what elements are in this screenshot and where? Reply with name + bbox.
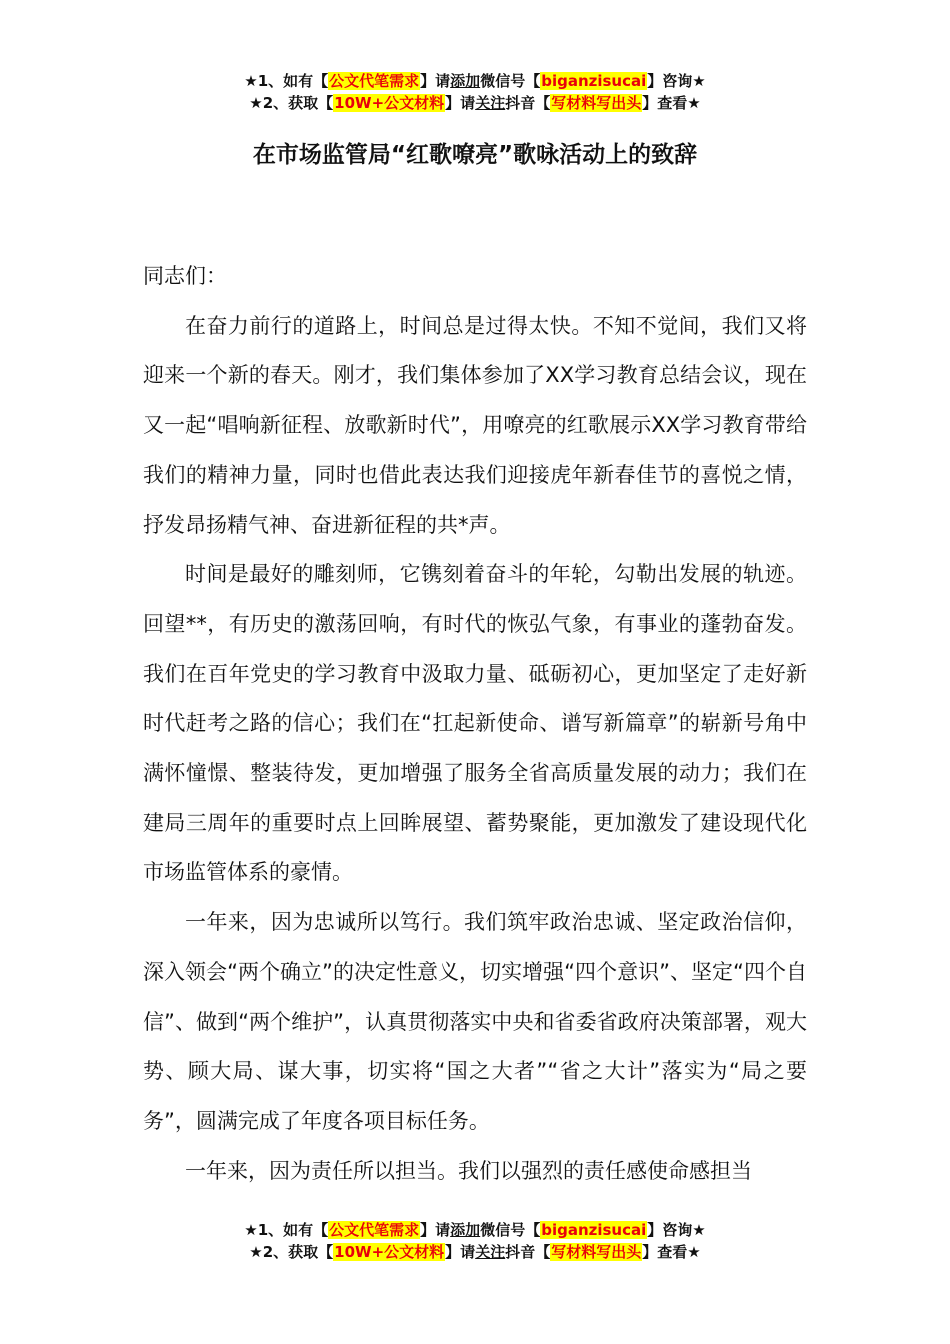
paragraph: 一年来，因为责任所以担当。我们以强烈的责任感使命感担当	[185, 1158, 752, 1183]
notice-line-1	[0, 70, 950, 92]
star-icon: ★	[249, 1243, 263, 1261]
notice-text: 微信号【	[480, 1221, 541, 1239]
notice-underlined: 关注	[475, 1243, 506, 1261]
notice-text: 2、获取【	[262, 1243, 334, 1261]
notice-highlight: 公文代笔需求	[329, 72, 420, 90]
notice-line-2	[0, 1241, 950, 1263]
notice-text: 】查看	[642, 1243, 688, 1261]
notice-text: 2、获取【	[262, 94, 334, 112]
notice-highlight: 公文代笔需求	[329, 1221, 420, 1239]
notice-text: 抖音【	[505, 1243, 551, 1261]
document-body	[143, 252, 807, 1196]
notice-highlight: 10W+公文材料	[334, 94, 445, 112]
salutation: 同志们：	[143, 264, 227, 288]
notice-highlight: 10W+公文材料	[334, 1243, 445, 1261]
footer-notice	[0, 1219, 950, 1263]
notice-text: 1、如有【	[257, 72, 329, 90]
star-icon: ★	[687, 1243, 701, 1261]
star-icon: ★	[244, 1221, 258, 1239]
notice-text: 】请	[445, 1243, 476, 1261]
notice-underlined: 添加	[450, 72, 481, 90]
notice-highlight: biganzisucai	[541, 1221, 647, 1239]
paragraph: 在奋力前行的道路上，时间总是过得太快。不知不觉间，我们又将迎来一个新的春天。刚才，我们集体参加了XX学习教育总结会议，现在又一起“唱响新征程、放歌新时代”，用嘹亮的红歌展示XX学习教育带给我们的精神力量，同时也借此表达我们迎接虎年新春佳节的喜悦之情，抒发昂扬精气神、奋进新征程的共*声。	[143, 313, 807, 537]
notice-text: 】请	[420, 72, 451, 90]
notice-text: 】咨询	[647, 1221, 693, 1239]
star-icon: ★	[249, 94, 263, 112]
notice-highlight: biganzisucai	[541, 72, 647, 90]
paragraph: 时间是最好的雕刻师，它镌刻着奋斗的年轮，勾勒出发展的轨迹。回望**，有历史的激荡回响，有时代的恢弘气象，有事业的蓬勃奋发。我们在百年党史的学习教育中汲取力量、砥砺初心，更加坚定了走好新时代赶考之路的信心；我们在“扛起新使命、谱写新篇章”的崭新号角中满怀憧憬、整装待发，更加增强了服务全省高质量发展的动力；我们在建局三周年的重要时点上回眸展望、蓄势聚能，更加激发了建设现代化市场监管体系的豪情。	[143, 562, 807, 885]
notice-text: 】查看	[642, 94, 688, 112]
notice-text: 】请	[445, 94, 476, 112]
notice-underlined: 添加	[450, 1221, 481, 1239]
paragraph: 一年来，因为忠诚所以笃行。我们筑牢政治忠诚、坚定政治信仰，深入领会“两个确立”的决定性意义，切实增强“四个意识”、坚定“四个自信”、做到“两个维护”，认真贯彻落实中央和省委省政府决策部署，观大势、顾大局、谋大事，切实将“国之大者”“省之大计”落实为“局之要务”，圆满完成了年度各项目标任务。	[143, 910, 807, 1133]
star-icon: ★	[687, 94, 701, 112]
notice-text: 抖音【	[505, 94, 551, 112]
notice-text: 】咨询	[647, 72, 693, 90]
notice-highlight: 写材料写出头	[551, 94, 642, 112]
notice-line-1	[0, 1219, 950, 1241]
notice-underlined: 关注	[475, 94, 506, 112]
notice-highlight: 写材料写出头	[551, 1243, 642, 1261]
star-icon: ★	[244, 72, 258, 90]
notice-text: 1、如有【	[257, 1221, 329, 1239]
notice-line-2	[0, 92, 950, 114]
star-icon: ★	[692, 72, 706, 90]
notice-text: 微信号【	[480, 72, 541, 90]
document-title: 在市场监管局“红歌嘹亮”歌咏活动上的致辞	[252, 142, 698, 168]
header-notice	[0, 70, 950, 114]
notice-text: 】请	[420, 1221, 451, 1239]
star-icon: ★	[692, 1221, 706, 1239]
